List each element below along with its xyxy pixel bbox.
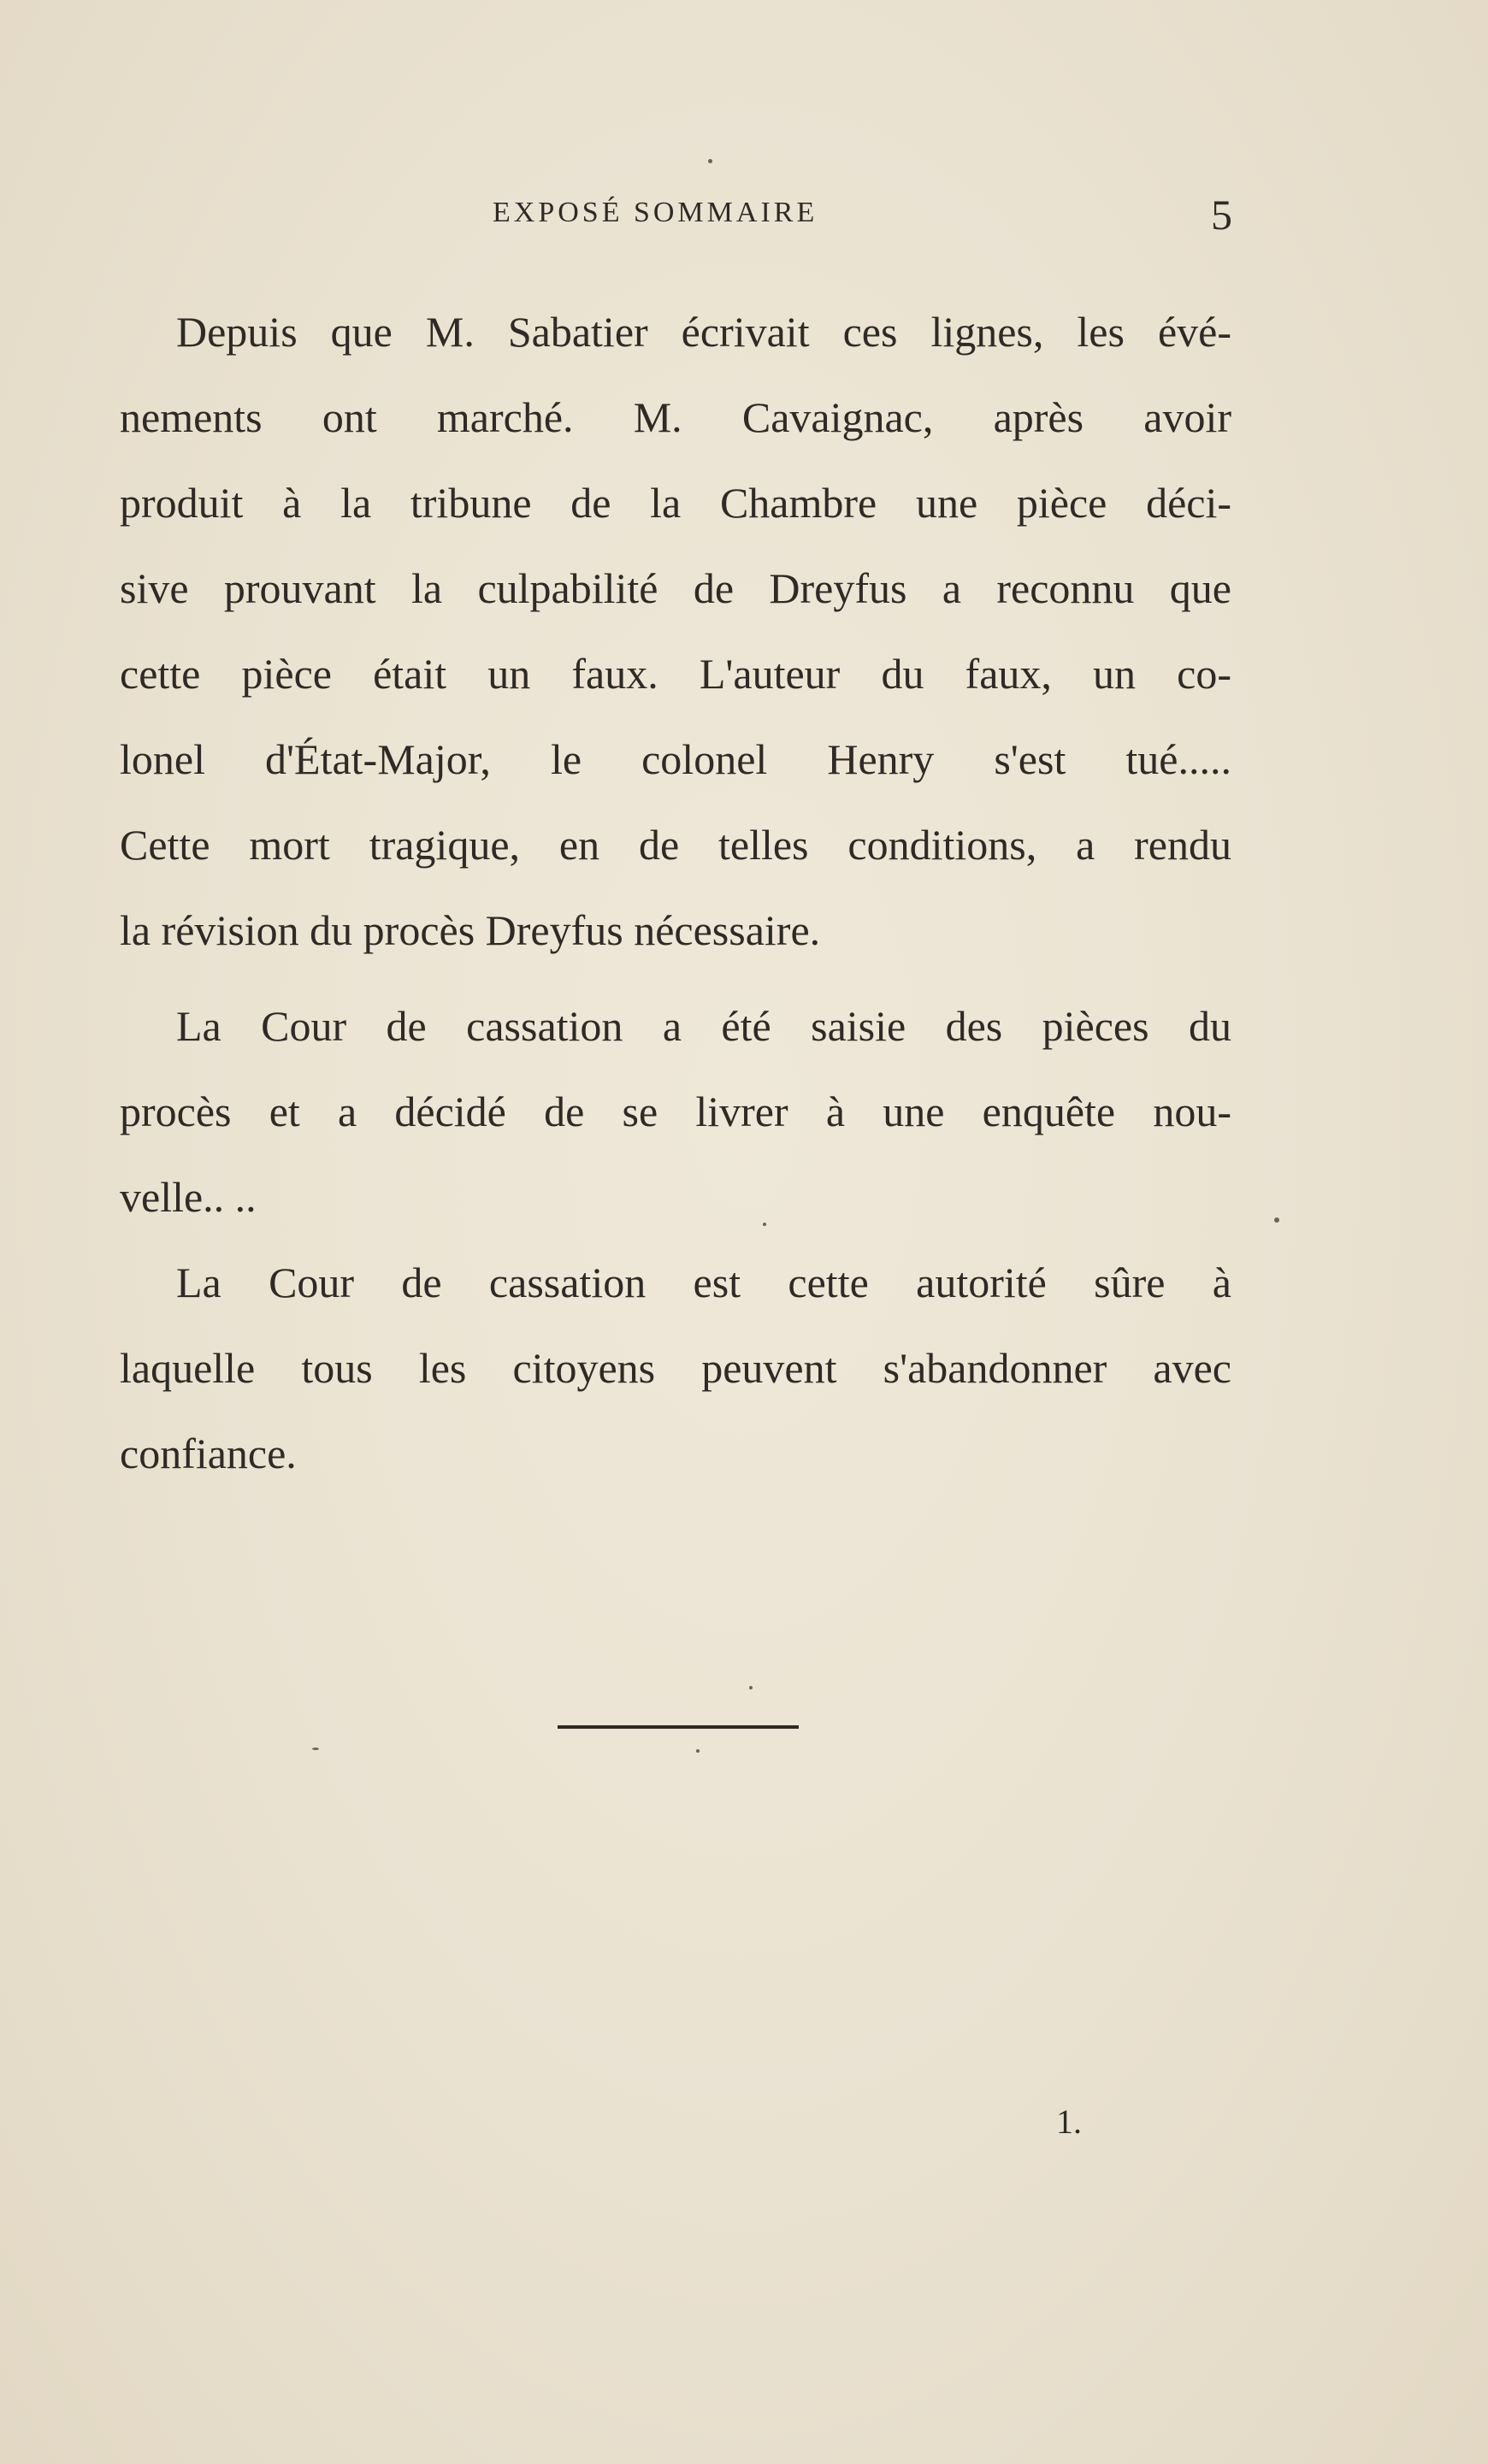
paper-speck <box>763 1223 766 1226</box>
page-number: 5 <box>1211 191 1232 239</box>
paper-speck <box>1274 1217 1279 1223</box>
paragraph-1-line-4: sive prouvant la culpabilité de Dreyfus a reconnu que <box>120 564 1231 612</box>
signature-mark: 1. <box>1056 2102 1082 2141</box>
paragraph-1-line-8: la révision du procès Dreyfus nécessaire. <box>120 906 821 954</box>
section-divider-rule <box>558 1725 799 1729</box>
paragraph-1-line-3: produit à la tribune de la Chambre une pièce déci- <box>120 479 1231 527</box>
paper-speck <box>696 1749 700 1753</box>
paper-speck <box>749 1686 753 1689</box>
paragraph-1-line-2: nements ont marché. M. Cavaignac, après avoir <box>120 393 1231 441</box>
paragraph-2-line-2: procès et a décidé de se livrer à une enquête nou- <box>120 1088 1231 1135</box>
paper-speck <box>708 159 712 163</box>
paragraph-3-line-3: confiance. <box>120 1429 297 1477</box>
paragraph-3-line-1: La Cour de cassation est cette autorité sûre à <box>176 1259 1231 1306</box>
paragraph-3-line-2: laquelle tous les citoyens peuvent s'abandonner avec <box>120 1344 1231 1392</box>
running-head <box>0 190 1488 241</box>
paragraph-2-line-1: La Cour de cassation a été saisie des pièces du <box>176 1002 1231 1050</box>
running-title: EXPOSÉ SOMMAIRE <box>493 197 818 228</box>
paragraph-1-line-6: lonel d'État-Major, le colonel Henry s'est tué..... <box>120 735 1231 783</box>
paragraph-1-line-1: Depuis que M. Sabatier écrivait ces lignes, les évé- <box>176 308 1231 356</box>
paragraph-2-line-3: velle.. .. <box>120 1173 257 1221</box>
paragraph-1-line-7: Cette mort tragique, en de telles conditions, a rendu <box>120 821 1231 869</box>
paragraph-1-line-5: cette pièce était un faux. L'auteur du faux, un co- <box>120 650 1231 698</box>
paper-speck <box>312 1748 319 1750</box>
